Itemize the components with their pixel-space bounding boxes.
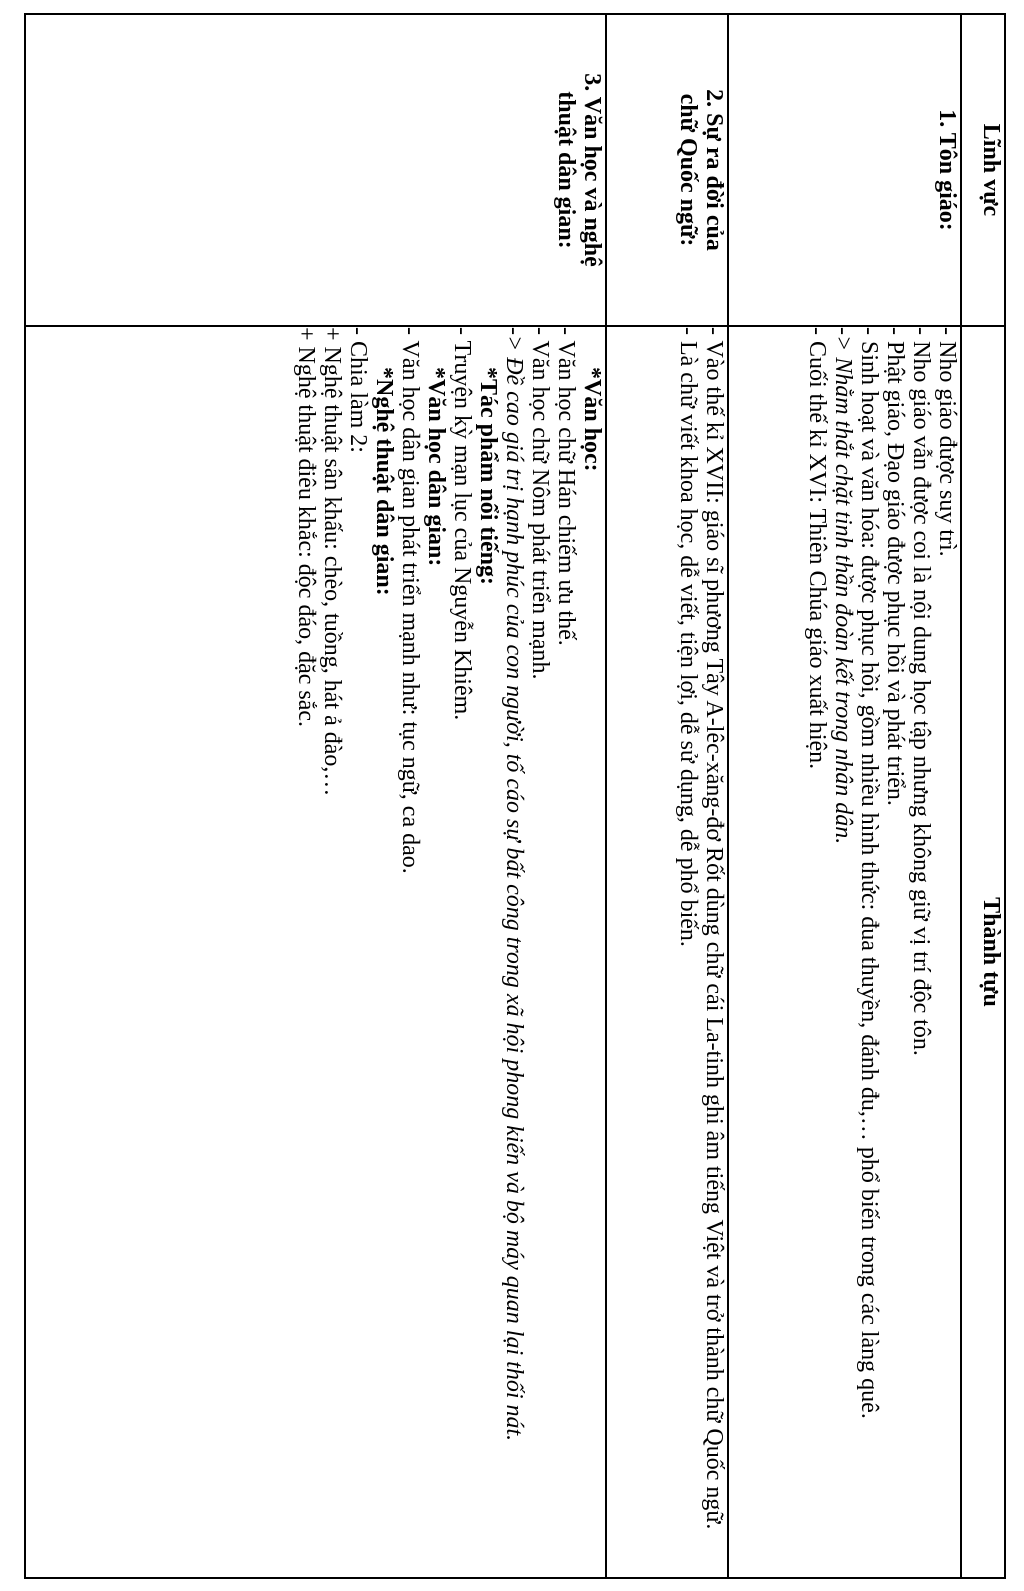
folk-literature-line-1: - Văn học dân gian phát triển mạnh như: tục ngữ, ca dao. — [397, 327, 423, 874]
field-script — [606, 14, 728, 326]
folk-art-line-1: - Chia làm 2: — [345, 327, 371, 453]
field-religion-label: 1. Tôn giáo: — [934, 109, 960, 231]
content-literature — [25, 326, 606, 1578]
religion-line-2: - Nho giáo vẫn được coi là nội dung học tập nhưng không giữ vị trí độc tôn. — [908, 327, 934, 1056]
field-literature-label-1: 3. Văn học và nghệ — [579, 73, 605, 267]
works-line-1: - Truyện kỳ mạn lục của Nguyễn Khiêm. — [449, 327, 475, 721]
content-script — [606, 326, 728, 1578]
religion-line-6: - Cuối thế kỉ XVI: Thiên Chúa giáo xuất hiện. — [804, 327, 830, 770]
religion-line-4: - Sinh hoạt và văn hóa: được phục hồi, gồm nhiều hình thức: đua thuyền, đánh đu,… phổ biến trong các làng quê. — [856, 327, 882, 1419]
folk-art-line-3: + Nghệ thuật điêu khắc: độc đáo, đặc sắc. — [293, 327, 319, 728]
field-script-label-2: chữ Quốc ngữ: — [674, 93, 701, 247]
header-field: Lĩnh vực — [961, 14, 1005, 326]
script-line-2: - Là chữ viết khoa học, dễ viết, tiện lợi, dễ sử dụng, dễ phổ biến. — [675, 327, 701, 947]
heading-folk-literature: *Văn học dân gian: — [423, 367, 449, 567]
table-row-religion — [728, 14, 961, 1578]
achievements-table — [24, 13, 1006, 1579]
religion-line-1: - Nho giáo được suy trì. — [934, 327, 960, 557]
religion-line-5: -> Nhằm thắt chặt tinh thần đoàn kết trong nhân dân. — [830, 327, 856, 845]
field-script-label-1: 2. Sự ra đời của — [701, 89, 727, 251]
script-line-1: - Vào thế kỉ XVII: giáo sĩ phương Tây A-lêc-xăng-đơ Rốt dùng chữ cái La-tinh ghi âm tiếng Việt và trở thành chữ Quốc ngữ. — [701, 327, 727, 1530]
table-header-row — [961, 14, 1005, 1578]
folk-art-line-2: + Nghệ thuật sân khấu: chèo, tuồng, hát ả đào,… — [319, 327, 345, 797]
content-religion — [728, 326, 961, 1578]
heading-literature: *Văn học: — [579, 367, 605, 472]
religion-line-3: - Phật giáo, Đạo giáo được phục hồi và phát triển. — [882, 327, 908, 806]
literature-line-3: -> Đề cao giá trị hạnh phúc của con người, tố cáo sự bất công trong xã hội phong kiến và bộ máy quan lại thối nát. — [501, 327, 527, 1442]
table-row-script — [606, 14, 728, 1578]
table-row-literature — [25, 14, 606, 1578]
literature-line-2: - Văn học chữ Nôm phát triển mạnh. — [527, 327, 553, 680]
field-literature-label-2: thuật dân gian: — [552, 91, 579, 249]
heading-folk-art: *Nghệ thuật dân gian: — [371, 367, 397, 596]
field-religion — [728, 14, 961, 326]
header-achievement: Thành tựu — [961, 326, 1005, 1578]
literature-line-1: - Văn học chữ Hán chiếm ưu thế. — [553, 327, 579, 646]
heading-works: *Tác phẩm nổi tiếng: — [475, 367, 501, 586]
field-literature — [25, 14, 606, 326]
